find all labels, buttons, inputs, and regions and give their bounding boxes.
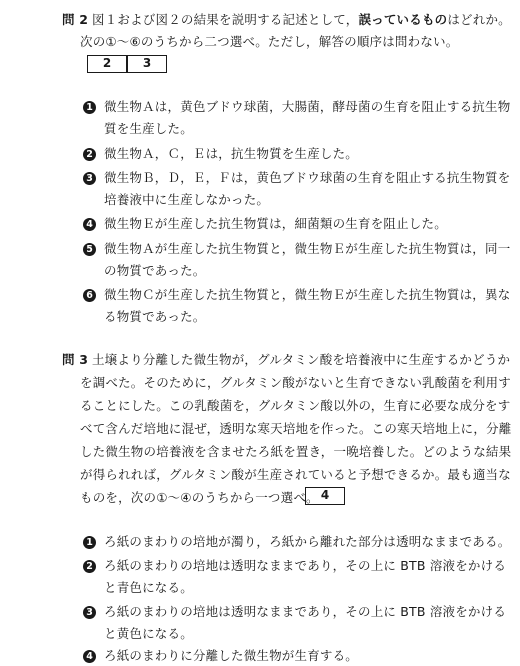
- q2-option-3-number: 3: [83, 172, 96, 185]
- q3-stem-line-2: を調べた。そのために，グルタミン酸がないと生育できない乳酸菌を利用す: [80, 375, 511, 390]
- q2-option-6-number: 6: [83, 289, 96, 302]
- q2-option-3-line-1: 微生物Ｂ，Ｄ，Ｅ，Ｆは，黄色ブドウ球菌の生育を阻止する抗生物質を: [104, 170, 511, 185]
- q3-answer-box: 4: [305, 487, 345, 505]
- q2-option-5-line-1: 微生物Ａが生産した抗生物質と，微生物Ｅが生産した抗生物質は，同一: [104, 241, 511, 256]
- q2-option-1-line-1: 微生物Ａは，黄色ブドウ球菌，大腸菌，酵母菌の生育を阻止する抗生物: [104, 99, 511, 114]
- q3-stem-line-7: ものを，次の①～④のうちから一つ選べ。: [80, 490, 319, 505]
- q3-option-3-line-2: と黄色になる。: [104, 626, 193, 641]
- q2-option-2-line-1: 微生物Ａ，Ｃ，Ｅは，抗生物質を生産した。: [104, 146, 359, 161]
- q2-option-2-number: 2: [83, 148, 96, 161]
- q3-stem-line-5: した微生物の培養液を含ませたろ紙を置き，一晩培養した。どのような結果: [80, 444, 512, 459]
- q3-option-2-line-1: ろ紙のまわりの培地は透明なままであり，その上に BTB 溶液をかける: [104, 558, 507, 573]
- q2-answer-box-2: 3: [127, 55, 167, 73]
- q2-option-6-line-1: 微生物Ｃが生産した抗生物質と，微生物Ｅが生産した抗生物質は，異な: [104, 287, 511, 302]
- q2-option-4-number: 4: [83, 218, 96, 231]
- q3-option-2-line-2: と青色になる。: [104, 580, 193, 595]
- q2-option-1-number: 1: [83, 101, 96, 114]
- q2-stem-line-1: [92, 12, 511, 28]
- q2-stem-text-end: はどれか。: [447, 12, 511, 27]
- q2-answer-box-1: 2: [87, 55, 127, 73]
- q2-option-5-line-2: の物質であった。: [104, 263, 206, 278]
- q3-stem-line-4: べて含んだ培地に混ぜ，透明な寒天培地を作った。この寒天培地上に，分離: [80, 421, 512, 436]
- q3-option-1-line-1: ろ紙のまわりの培地が濁り，ろ紙から離れた部分は透明なままである。: [104, 534, 511, 549]
- q2-option-3-line-2: 培養液中に生産しなかった。: [104, 192, 270, 207]
- q2-option-5-number: 5: [83, 243, 96, 256]
- q3-option-4-line-1: ろ紙のまわりに分離した微生物が生育する。: [104, 648, 359, 663]
- q3-option-3-line-1: ろ紙のまわりの培地は透明なままであり，その上に BTB 溶液をかける: [104, 604, 507, 619]
- q3-stem-line-3: ることにした。この乳酸菌を，グルタミン酸以外の，生育に必要な成分をす: [80, 398, 511, 413]
- q3-option-1-number: 1: [83, 536, 96, 549]
- q3-stem-line-6: が得られれば，グルタミン酸が生産されていると予想できるか。最も適当な: [80, 467, 511, 482]
- q3-stem-line-1: 土壌より分離した微生物が，グルタミン酸を培養液中に生産するかどうか: [92, 352, 511, 367]
- q2-option-4-line-1: 微生物Ｅが生産した抗生物質は，細菌類の生育を阻止した。: [104, 216, 447, 231]
- q3-label: 問 3: [62, 352, 89, 367]
- q2-stem-text: 図１および図２の結果を説明する記述として，: [92, 12, 359, 27]
- q2-option-1-line-2: 質を生産した。: [104, 121, 193, 136]
- q2-stem-line-2: 次の①～⑥のうちから二つ選べ。ただし，解答の順序は問わない。: [80, 34, 459, 49]
- q2-option-6-line-2: る物質であった。: [104, 309, 206, 324]
- q2-stem-emphasis: 誤っているもの: [358, 12, 448, 27]
- q3-option-2-number: 2: [83, 560, 96, 573]
- q2-label: 問 2: [62, 12, 89, 27]
- q3-option-3-number: 3: [83, 606, 96, 619]
- q3-option-4-number: 4: [83, 650, 96, 663]
